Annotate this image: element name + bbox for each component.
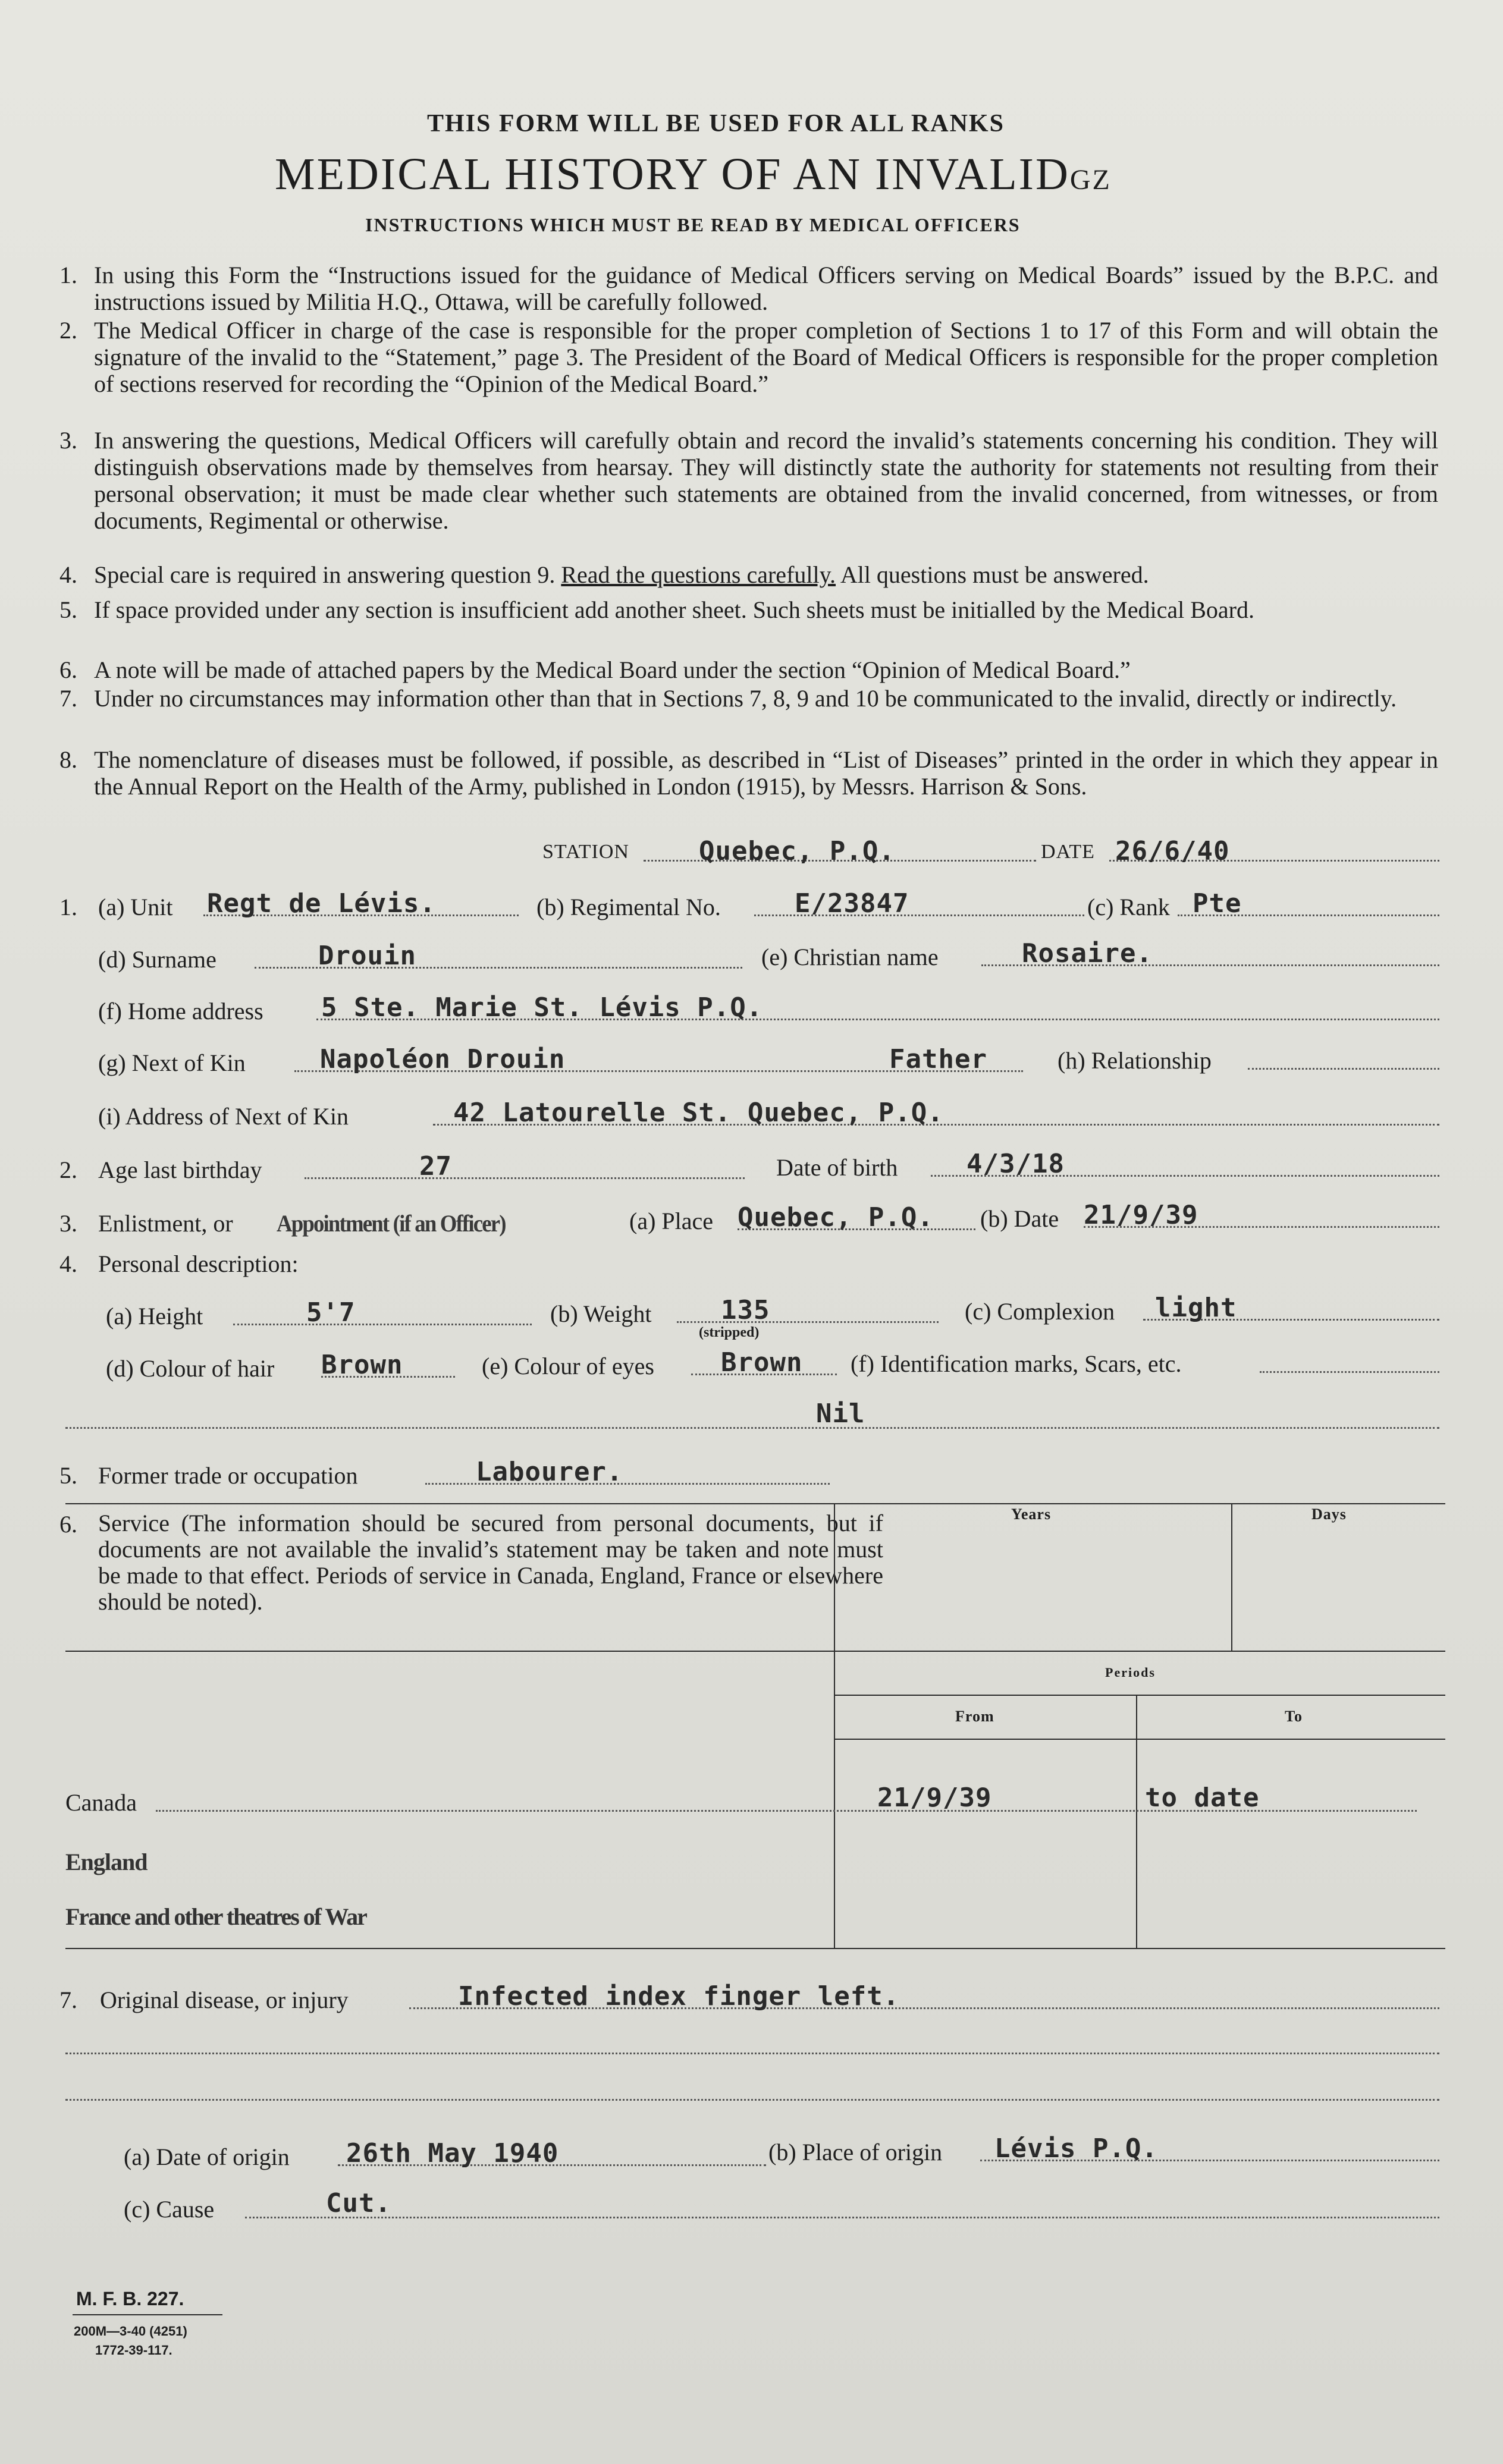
appointment-overprint: Appointment (if an Officer) xyxy=(277,1210,506,1237)
canada-label: Canada xyxy=(65,1789,137,1816)
origin-date-label: (a) Date of origin xyxy=(124,2144,290,2170)
kin-value: Napoléon Drouin xyxy=(320,1044,566,1074)
kin-address-label: (i) Address of Next of Kin xyxy=(98,1103,349,1130)
dob-value: 4/3/18 xyxy=(967,1149,1065,1179)
england-label: England xyxy=(65,1849,148,1875)
rank-value: Pte xyxy=(1193,888,1242,919)
print-line-1: 200M—3-40 (4251) xyxy=(74,2324,187,2339)
unit-label: (a) Unit xyxy=(98,894,173,920)
home-value: 5 Ste. Marie St. Lévis P.Q. xyxy=(321,992,763,1023)
surname-value: Drouin xyxy=(318,941,416,971)
instruction-item: 1. In using this Form the “Instructions issued for the guidance of Medical Officers serving on Medical Boards” issued by the B.P.C. and instructions issued by Militia H.Q., Ottawa, will be carefully followed. xyxy=(59,262,1438,315)
years-header: Years xyxy=(1011,1506,1052,1523)
instruction-item: 3. In answering the questions, Medical Officers will carefully obtain and record the invalid’s statements concerning his condition. They will distinguish observations made by themselves from hearsay. They will distinctly state the authority for statements not resulting from their personal observation; it must be made clear whether such statements are obtained from the invalid concerned, from witnesses, or from documents, Regimental or otherwise. xyxy=(59,427,1438,534)
title-stamp: GZ xyxy=(1069,164,1112,196)
station-value: Quebec, P.Q. xyxy=(699,836,895,866)
from-header: From xyxy=(955,1708,994,1725)
height-value: 5'7 xyxy=(306,1297,356,1328)
form-code: M. F. B. 227. xyxy=(76,2288,184,2309)
home-label: (f) Home address xyxy=(98,998,263,1024)
enlistment-place-value: Quebec, P.Q. xyxy=(738,1202,934,1233)
hair-value: Brown xyxy=(321,1350,403,1380)
cause-value: Cut. xyxy=(326,2188,391,2218)
form-title-text: MEDICAL HISTORY OF AN INVALID xyxy=(275,149,1070,199)
date-value: 26/6/40 xyxy=(1115,836,1230,866)
regno-label: (b) Regimental No. xyxy=(536,894,721,920)
weight-value: 135 xyxy=(721,1295,770,1325)
christian-label: (e) Christian name xyxy=(761,944,939,970)
form-title xyxy=(275,149,1112,200)
trade-value: Labourer. xyxy=(476,1457,623,1487)
periods-header: Periods xyxy=(1105,1665,1156,1680)
instruction-item: 7. Under no circumstances may information other than that in Sections 7, 8, 9 and 10 be communicated to the invalid, directly or indirectly. xyxy=(59,685,1397,712)
enlistment-date-value: 21/9/39 xyxy=(1084,1200,1198,1230)
instruction-item: 4. Special care is required in answering question 9. Read the questions carefully. All questions must be answered. xyxy=(59,561,1149,588)
disease-label: Original disease, or injury xyxy=(100,1987,349,2013)
personal-description-label: Personal description: xyxy=(98,1250,299,1277)
instruction-item: 8. The nomenclature of diseases must be followed, if possible, as described in “List of Diseases” printed in the order in which they appear in the Annual Report on the Health of the Army, published in London (1915), by Messrs. Harrison & Sons. xyxy=(59,746,1438,800)
marks-label: (f) Identification marks, Scars, etc. xyxy=(851,1350,1182,1377)
canada-from-value: 21/9/39 xyxy=(877,1783,992,1813)
date-label: DATE xyxy=(1041,841,1095,863)
christian-value: Rosaire. xyxy=(1022,938,1153,969)
instruction-item: 6. A note will be made of attached papers by the Medical Board under the section “Opinion of Medical Board.” xyxy=(59,656,1131,683)
print-line-2: 1772-39-117. xyxy=(95,2343,172,2358)
days-header: Days xyxy=(1311,1506,1347,1523)
complexion-label: (c) Complexion xyxy=(965,1298,1115,1325)
dob-label: Date of birth xyxy=(776,1154,898,1181)
surname-label: (d) Surname xyxy=(98,946,216,973)
service-instructions: Service (The information should be secured from personal documents, but if documents are not available the invalid’s statement may be taken and note must be made to that effect. Periods of service in Canada, England, France or elsewhere should be noted). xyxy=(98,1510,883,1615)
instruction-item: 5. If space provided under any section is insufficient add another sheet. Such sheets must be initialled by the Medical Board. xyxy=(59,596,1254,623)
station-label: STATION xyxy=(542,841,629,863)
regno-value: E/23847 xyxy=(795,888,909,919)
instruction-item: 2. The Medical Officer in charge of the case is responsible for the proper completion of Sections 1 to 17 of this Form and will obtain the signature of the invalid to the “Statement,” page 3. The President of the Board of Medical Officers is responsible for the proper completion of sections reserved for recording the “Opinion of the Medical Board.” xyxy=(59,317,1438,397)
kin-relationship-value: Father xyxy=(889,1044,987,1074)
unit-value: Regt de Lévis. xyxy=(207,888,436,919)
origin-place-label: (b) Place of origin xyxy=(768,2139,943,2166)
cause-label: (c) Cause xyxy=(124,2196,215,2223)
kin-label: (g) Next of Kin xyxy=(98,1049,246,1076)
enlistment-place-label: (a) Place xyxy=(629,1208,714,1234)
eyes-label: (e) Colour of eyes xyxy=(482,1353,654,1379)
weight-note: (stripped) xyxy=(699,1325,760,1340)
kin-address-value: 42 Latourelle St. Quebec, P.Q. xyxy=(453,1098,944,1128)
weight-label: (b) Weight xyxy=(550,1300,652,1327)
form-page: THIS FORM WILL BE USED FOR ALL RANKS MEDICAL HISTORY OF AN INVALIDGZ INSTRUCTIONS WHICH MUST BE READ BY MEDICAL OFFICERS 1. In using this Form the “Instructions issued for the guidance of Medical Officers serving on Medical Boards” issued by the B.P.C. and instructions issued by Militia H.Q., Ottawa, will be carefully followed. 2. The Medical Officer in charge of the case is responsible for the proper completion of Sections 1 to 17 of this Form and will obtain the signature of the invalid to the “Statement,” page 3. The President of the Board of Medical Officers is responsible for the proper completion of sections reserved for recording the “Opinion of the Medical Board.” 3. In answering the questions, Medical Officers will carefully obtain and record the invalid’s statements concerning his condition. They will distinguish observations made by themselves from hearsay. They will distinctly state the authority for statements not resulting from their personal observation; it must be made clear whether such statements are obtained from the invalid concerned, from witnesses, or from documents, Regimental or otherwise. 4. Special care is required in answering question 9. Read the questions carefully. All questions must be answered. 5. If space provided under any section is insufficient add another sheet. Such sheets must be initialled by the Medical Board. 6. A note will be made of attached papers by the Medical Board under the section “Opinion of Medical Board.” 7. Under no circumstances may information other than that in Sections 7, 8, 9 and 10 be communicated to the invalid, directly or indirectly. 8. The nomenclature of diseases must be followed, if possible, as described in “List of Diseases” printed in the order in which they appear in the Annual Report on the Health of the Army, published in London (1915), by Messrs. Harrison & Sons. STATION Quebec, P.Q. DATE 26/6/40 1. (a) Unit Regt de Lévis. (b) Regimental No. E/23847 (c) Rank Pte (d) Surname Drouin (e) Christian name Rosaire. (f) Home address 5 Ste. Marie St. Lévis P.Q. (g) Next of Kin Napoléon Drouin Father (h) Relationship (i) Address of Next of Kin 42 Latourelle St. Quebec, P.Q. 2. Age last birthday 27 Date of birth 4/3/18 3. Enlistment, or Appointment (if an Officer) (a) Place Quebec, P.Q. (b) Date 21/9/39 4. Personal description: (a) Height 5'7 (b) Weight 135 (stripped) (c) Complexion light (d) Colour of hair Brown (e) Colour of eyes Brown (f) Identification marks, Scars, etc. Nil 5. Former trade or occupation Labourer. 6. Service (The information should be secured from personal documents, but if documents are not available the invalid’s statement may be taken and note must be made to that effect. Periods of service in Canada, England, France or elsewhere should be noted). Years Days Periods From To Canada 21/9/39 to date England France and other theatres of War 7. Original disease, or injury Infected index finger left. (a) Date of origin 26th May 1940 (b) Place of origin Lévis P.Q. (c) Cause Cut. M. F. B. 227. 200M—3-40 (4251) 1772-39-117. xyxy=(0,0,1503,2464)
canada-to-value: to date xyxy=(1145,1783,1260,1813)
to-header: To xyxy=(1285,1708,1303,1725)
rank-label: (c) Rank xyxy=(1087,894,1170,920)
instructions-list xyxy=(59,262,1445,821)
hair-label: (d) Colour of hair xyxy=(106,1355,275,1382)
enlistment-date-label: (b) Date xyxy=(980,1205,1059,1232)
age-label: Age last birthday xyxy=(98,1156,262,1183)
trade-label: Former trade or occupation xyxy=(98,1462,358,1489)
instructions-heading: INSTRUCTIONS WHICH MUST BE READ BY MEDICAL OFFICERS xyxy=(365,214,1021,235)
relationship-label: (h) Relationship xyxy=(1058,1047,1212,1074)
eyes-value: Brown xyxy=(721,1347,803,1378)
france-label: France and other theatres of War xyxy=(65,1903,366,1930)
origin-place-value: Lévis P.Q. xyxy=(994,2133,1158,2164)
enlistment-label: Enlistment, or xyxy=(98,1210,233,1237)
disease-value: Infected index finger left. xyxy=(458,1981,900,2012)
complexion-value: light xyxy=(1155,1293,1237,1323)
origin-date-value: 26th May 1940 xyxy=(346,2138,559,2168)
age-value: 27 xyxy=(419,1151,452,1181)
ranks-line: THIS FORM WILL BE USED FOR ALL RANKS xyxy=(427,110,1005,137)
marks-value: Nil xyxy=(816,1398,865,1429)
height-label: (a) Height xyxy=(106,1303,203,1330)
